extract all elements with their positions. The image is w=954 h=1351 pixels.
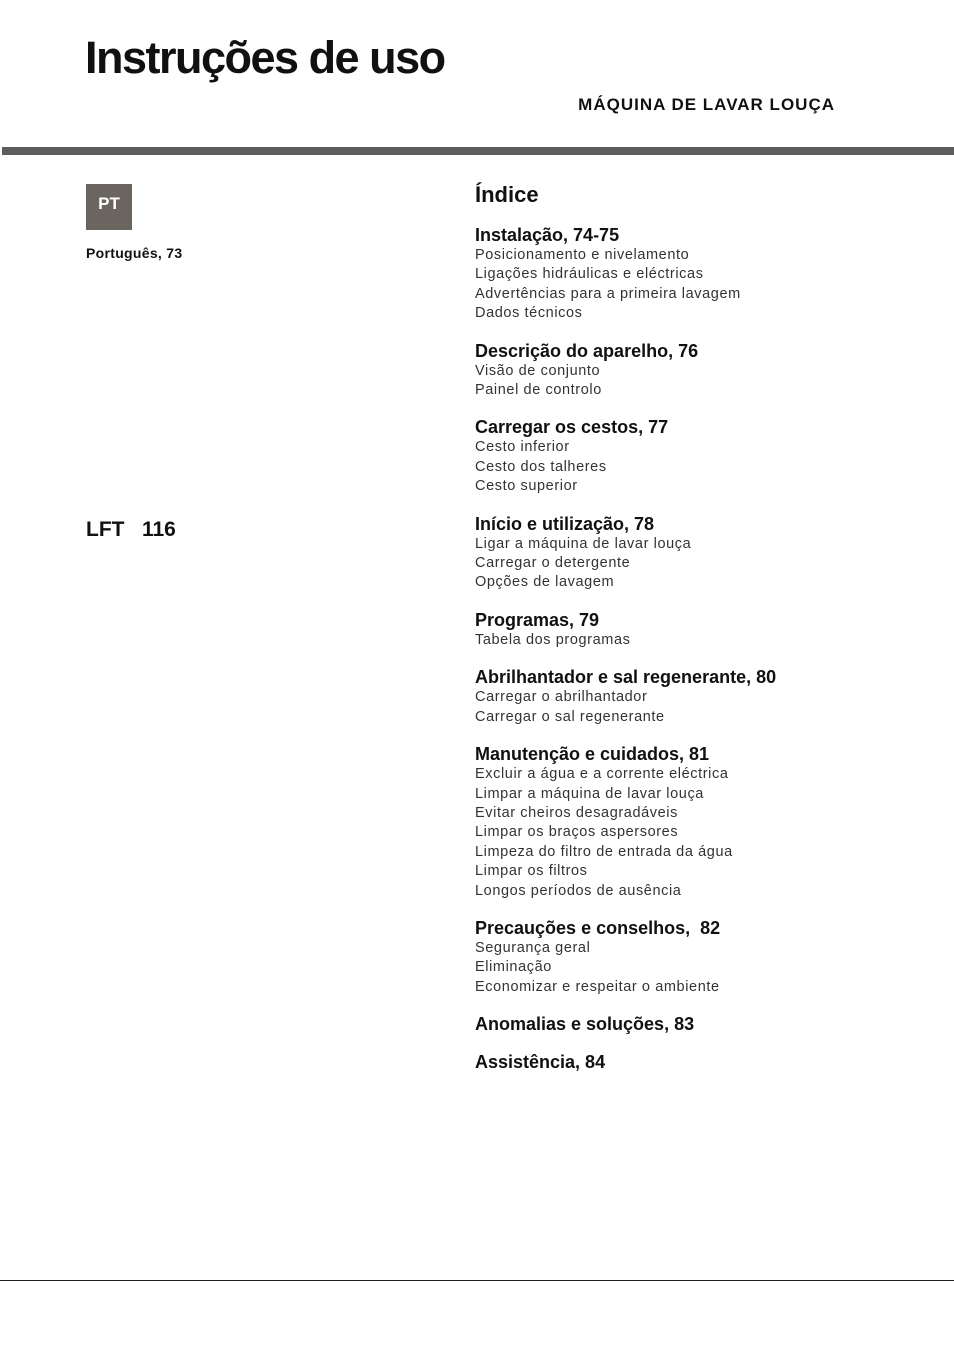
toc-subitem-list: [475, 246, 935, 324]
toc-subitem[interactable]: Carregar o detergente: [475, 555, 631, 572]
toc-subitem[interactable]: Longos períodos de ausência: [475, 882, 682, 899]
toc-subitem-list: [475, 631, 935, 650]
language-entry[interactable]: Português, 73: [86, 245, 183, 261]
toc-section: [475, 1052, 935, 1073]
toc-subitem[interactable]: Tabela dos programas: [475, 631, 631, 648]
toc-subitem-list: [475, 939, 935, 997]
toc-heading: Índice: [475, 182, 539, 207]
toc-subitem[interactable]: Limpar a máquina de lavar louça: [475, 785, 704, 802]
toc-subitem[interactable]: Eliminação: [475, 959, 552, 976]
toc-section: [475, 341, 935, 401]
toc-subitem[interactable]: Evitar cheiros desagradáveis: [475, 804, 678, 821]
toc-subitem[interactable]: Economizar e respeitar o ambiente: [475, 978, 720, 995]
toc-subitem[interactable]: Advertências para a primeira lavagem: [475, 285, 741, 302]
toc-subitem-list: [475, 688, 935, 727]
toc-section-title[interactable]: Anomalias e soluções, 83: [475, 1014, 695, 1035]
toc-subitem[interactable]: Ligações hidráulicas e eléctricas: [475, 266, 704, 283]
toc-subitem[interactable]: Cesto superior: [475, 478, 578, 495]
toc-section-title[interactable]: Início e utilização, 78: [475, 513, 655, 534]
toc-subitem-list: [475, 362, 935, 401]
toc-subitem[interactable]: Carregar o sal regenerante: [475, 708, 665, 725]
toc-subitem[interactable]: Ligar a máquina de lavar louça: [475, 535, 692, 552]
toc-subitem[interactable]: Carregar o abrilhantador: [475, 689, 648, 706]
toc-section-title[interactable]: Descrição do aparelho, 76: [475, 340, 699, 361]
toc-subitem[interactable]: Limpeza do filtro de entrada da água: [475, 843, 733, 860]
toc-subitem[interactable]: Limpar os filtros: [475, 863, 588, 880]
footer-divider: [0, 1280, 954, 1281]
toc-section: [475, 610, 935, 650]
toc-section-title[interactable]: Abrilhantador e sal regenerante, 80: [475, 667, 777, 688]
toc-subitem[interactable]: Visão de conjunto: [475, 362, 601, 379]
toc-subitem-list: [475, 535, 935, 593]
toc-subitem[interactable]: Excluir a água e a corrente eléctrica: [475, 766, 729, 783]
toc-section: [475, 667, 935, 727]
toc-section: [475, 918, 935, 997]
toc-subitem[interactable]: Dados técnicos: [475, 305, 583, 322]
model-number: LFT 116: [86, 518, 176, 541]
toc-subitem[interactable]: Limpar os braços aspersores: [475, 824, 679, 841]
header-divider: [2, 147, 954, 155]
toc-section-title[interactable]: Programas, 79: [475, 609, 600, 630]
toc-subitem-list: [475, 438, 935, 496]
toc-section-title[interactable]: Precauções e conselhos, 82: [475, 917, 721, 938]
toc-section: [475, 744, 935, 901]
toc-section: [475, 417, 935, 496]
toc-section-title[interactable]: Assistência, 84: [475, 1052, 606, 1073]
toc-subitem[interactable]: Cesto dos talheres: [475, 458, 607, 475]
toc-subitem[interactable]: Opções de lavagem: [475, 574, 615, 591]
language-badge: PT: [86, 184, 132, 230]
toc-subitem[interactable]: Cesto inferior: [475, 439, 570, 456]
toc-subitem-list: [475, 765, 935, 901]
toc-sections: [475, 225, 935, 1073]
toc-section: [475, 1014, 935, 1035]
toc-section: [475, 514, 935, 593]
document-subtitle: MÁQUINA DE LAVAR LOUÇA: [578, 95, 835, 114]
toc-subitem[interactable]: Segurança geral: [475, 939, 591, 956]
table-of-contents: [475, 180, 935, 1090]
page-title: Instruções de uso: [85, 32, 445, 83]
toc-section-title[interactable]: Carregar os cestos, 77: [475, 417, 669, 438]
toc-subitem[interactable]: Posicionamento e nivelamento: [475, 247, 690, 263]
toc-section: [475, 225, 935, 324]
toc-section-title[interactable]: Instalação, 74-75: [475, 225, 620, 245]
toc-section-title[interactable]: Manutenção e cuidados, 81: [475, 744, 710, 765]
toc-subitem[interactable]: Painel de controlo: [475, 382, 602, 399]
